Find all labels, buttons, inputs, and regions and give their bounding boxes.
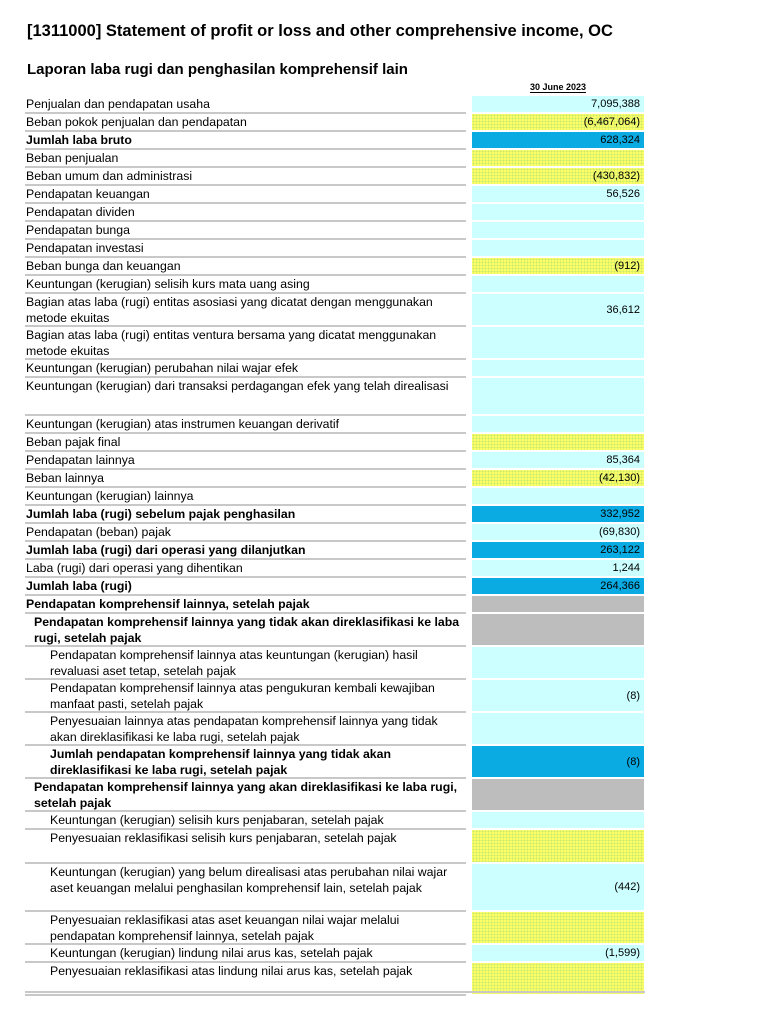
section-subtitle: Laporan laba rugi dan penghasilan komprehensif lain <box>27 61 408 78</box>
row-value-cell[interactable] <box>472 222 644 240</box>
table-row <box>25 830 645 864</box>
row-value-cell[interactable]: (430,832) <box>472 168 644 186</box>
row-label: Pendapatan dividen <box>25 204 466 222</box>
row-value-cell[interactable] <box>472 416 644 434</box>
row-label: Keuntungan (kerugian) yang belum direalisasi atas perubahan nilai wajar aset keuangan melalui penghasilan komprehensif lain, setelah pajak <box>25 864 466 912</box>
table-row <box>25 560 645 578</box>
table-row <box>25 812 645 830</box>
column-header <box>472 82 644 92</box>
table-row <box>25 506 645 524</box>
row-value-cell[interactable] <box>472 240 644 258</box>
table-row <box>25 168 645 186</box>
row-label: Pendapatan komprehensif lainnya atas keuntungan (kerugian) hasil revaluasi aset tetap, setelah pajak <box>25 647 466 680</box>
table-row <box>25 542 645 560</box>
row-value-cell[interactable]: (6,467,064) <box>472 114 644 132</box>
row-value-cell[interactable] <box>472 276 644 294</box>
column-header-date: 30 June 2023 <box>529 82 587 92</box>
table-row <box>25 416 645 434</box>
row-label: Beban umum dan administrasi <box>25 168 466 186</box>
table-row <box>25 746 645 779</box>
table-row <box>25 680 645 713</box>
row-label: Penyesuaian reklasifikasi atas aset keuangan nilai wajar melalui pendapatan komprehensif lainnya, setelah pajak <box>25 912 466 945</box>
table-row <box>25 378 645 416</box>
row-value-cell[interactable]: 1,244 <box>472 560 644 578</box>
table-row <box>25 596 645 614</box>
row-value-cell[interactable]: (442) <box>472 864 644 912</box>
table-row <box>25 240 645 258</box>
row-label: Penjualan dan pendapatan usaha <box>25 96 466 114</box>
row-value-cell[interactable] <box>472 779 644 812</box>
table-row <box>25 524 645 542</box>
row-value-cell[interactable] <box>472 812 644 830</box>
row-value-cell[interactable]: 264,366 <box>472 578 644 596</box>
row-label: Pendapatan investasi <box>25 240 466 258</box>
row-value-cell[interactable] <box>472 360 644 378</box>
table-row <box>25 434 645 452</box>
row-value-cell[interactable]: 85,364 <box>472 452 644 470</box>
row-label: Keuntungan (kerugian) perubahan nilai wajar efek <box>25 360 466 378</box>
row-label: Pendapatan lainnya <box>25 452 466 470</box>
row-label: Jumlah pendapatan komprehensif lainnya yang tidak akan direklasifikasi ke laba rugi, setelah pajak <box>25 746 466 779</box>
table-row <box>25 578 645 596</box>
row-label: Keuntungan (kerugian) selisih kurs penjabaran, setelah pajak <box>25 812 466 830</box>
table-row <box>25 222 645 240</box>
table-row <box>25 96 645 114</box>
row-value-cell[interactable]: 56,526 <box>472 186 644 204</box>
row-value-cell[interactable] <box>472 830 644 864</box>
row-label: Penyesuaian reklasifikasi atas lindung nilai arus kas, setelah pajak <box>25 963 466 996</box>
statement-table <box>25 96 645 996</box>
row-label: Beban lainnya <box>25 470 466 488</box>
row-label: Keuntungan (kerugian) dari transaksi perdagangan efek yang telah direalisasi <box>25 378 466 416</box>
row-label: Penyesuaian lainnya atas pendapatan komprehensif lainnya yang tidak akan direklasifikasi ke laba rugi, setelah pajak <box>25 713 466 746</box>
row-label: Beban pokok penjualan dan pendapatan <box>25 114 466 132</box>
row-value-cell[interactable]: (8) <box>472 680 644 713</box>
row-label: Keuntungan (kerugian) atas instrumen keuangan derivatif <box>25 416 466 434</box>
table-bottom-divider <box>25 991 645 993</box>
row-value-cell[interactable] <box>472 647 644 680</box>
row-label: Keuntungan (kerugian) lainnya <box>25 488 466 506</box>
row-value-cell[interactable]: (1,599) <box>472 945 644 963</box>
row-label: Bagian atas laba (rugi) entitas ventura bersama yang dicatat menggunakan metode ekuitas <box>25 327 466 360</box>
table-row <box>25 945 645 963</box>
table-row <box>25 294 645 327</box>
row-label: Keuntungan (kerugian) lindung nilai arus kas, setelah pajak <box>25 945 466 963</box>
row-label: Beban bunga dan keuangan <box>25 258 466 276</box>
table-row <box>25 713 645 746</box>
table-row <box>25 452 645 470</box>
table-row <box>25 327 645 360</box>
table-row <box>25 276 645 294</box>
table-row <box>25 488 645 506</box>
table-row <box>25 470 645 488</box>
row-value-cell[interactable]: 7,095,388 <box>472 96 644 114</box>
row-value-cell[interactable]: (912) <box>472 258 644 276</box>
row-value-cell[interactable] <box>472 912 644 945</box>
row-label: Pendapatan bunga <box>25 222 466 240</box>
row-label: Pendapatan keuangan <box>25 186 466 204</box>
row-value-cell[interactable]: (42,130) <box>472 470 644 488</box>
row-label: Pendapatan (beban) pajak <box>25 524 466 542</box>
table-row <box>25 204 645 222</box>
row-value-cell[interactable]: 263,122 <box>472 542 644 560</box>
row-label: Laba (rugi) dari operasi yang dihentikan <box>25 560 466 578</box>
row-value-cell[interactable] <box>472 150 644 168</box>
row-label: Penyesuaian reklasifikasi selisih kurs penjabaran, setelah pajak <box>25 830 466 864</box>
table-row <box>25 614 645 647</box>
row-label: Beban penjualan <box>25 150 466 168</box>
row-value-cell[interactable] <box>472 596 644 614</box>
row-value-cell[interactable]: 36,612 <box>472 294 644 327</box>
row-value-cell[interactable]: (69,830) <box>472 524 644 542</box>
row-value-cell[interactable] <box>472 204 644 222</box>
row-label: Bagian atas laba (rugi) entitas asosiasi yang dicatat dengan menggunakan metode ekuitas <box>25 294 466 327</box>
table-row <box>25 150 645 168</box>
row-label: Beban pajak final <box>25 434 466 452</box>
row-value-cell[interactable]: 332,952 <box>472 506 644 524</box>
row-label: Keuntungan (kerugian) selisih kurs mata uang asing <box>25 276 466 294</box>
row-value-cell[interactable] <box>472 327 644 360</box>
row-value-cell[interactable] <box>472 378 644 416</box>
table-row <box>25 360 645 378</box>
table-row <box>25 647 645 680</box>
row-value-cell[interactable]: (8) <box>472 746 644 779</box>
row-label: Pendapatan komprehensif lainnya atas pengukuran kembali kewajiban manfaat pasti, setelah pajak <box>25 680 466 713</box>
row-value-cell[interactable] <box>472 434 644 452</box>
table-row <box>25 132 645 150</box>
row-value-cell[interactable] <box>472 713 644 746</box>
table-row <box>25 114 645 132</box>
row-label: Jumlah laba (rugi) <box>25 578 466 596</box>
table-row <box>25 864 645 912</box>
page-title: [1311000] Statement of profit or loss and other comprehensive income, OC <box>27 22 613 40</box>
row-value-cell[interactable] <box>472 488 644 506</box>
row-value-cell[interactable] <box>472 614 644 647</box>
table-row <box>25 186 645 204</box>
row-label: Jumlah laba (rugi) sebelum pajak penghasilan <box>25 506 466 524</box>
row-label: Pendapatan komprehensif lainnya yang tidak akan direklasifikasi ke laba rugi, setelah pajak <box>25 614 466 647</box>
row-label: Jumlah laba (rugi) dari operasi yang dilanjutkan <box>25 542 466 560</box>
row-label: Jumlah laba bruto <box>25 132 466 150</box>
row-label: Pendapatan komprehensif lainnya, setelah pajak <box>25 596 466 614</box>
table-row <box>25 258 645 276</box>
table-row <box>25 779 645 812</box>
row-value-cell[interactable]: 628,324 <box>472 132 644 150</box>
row-label: Pendapatan komprehensif lainnya yang akan direklasifikasi ke laba rugi, setelah pajak <box>25 779 466 812</box>
table-row <box>25 912 645 945</box>
